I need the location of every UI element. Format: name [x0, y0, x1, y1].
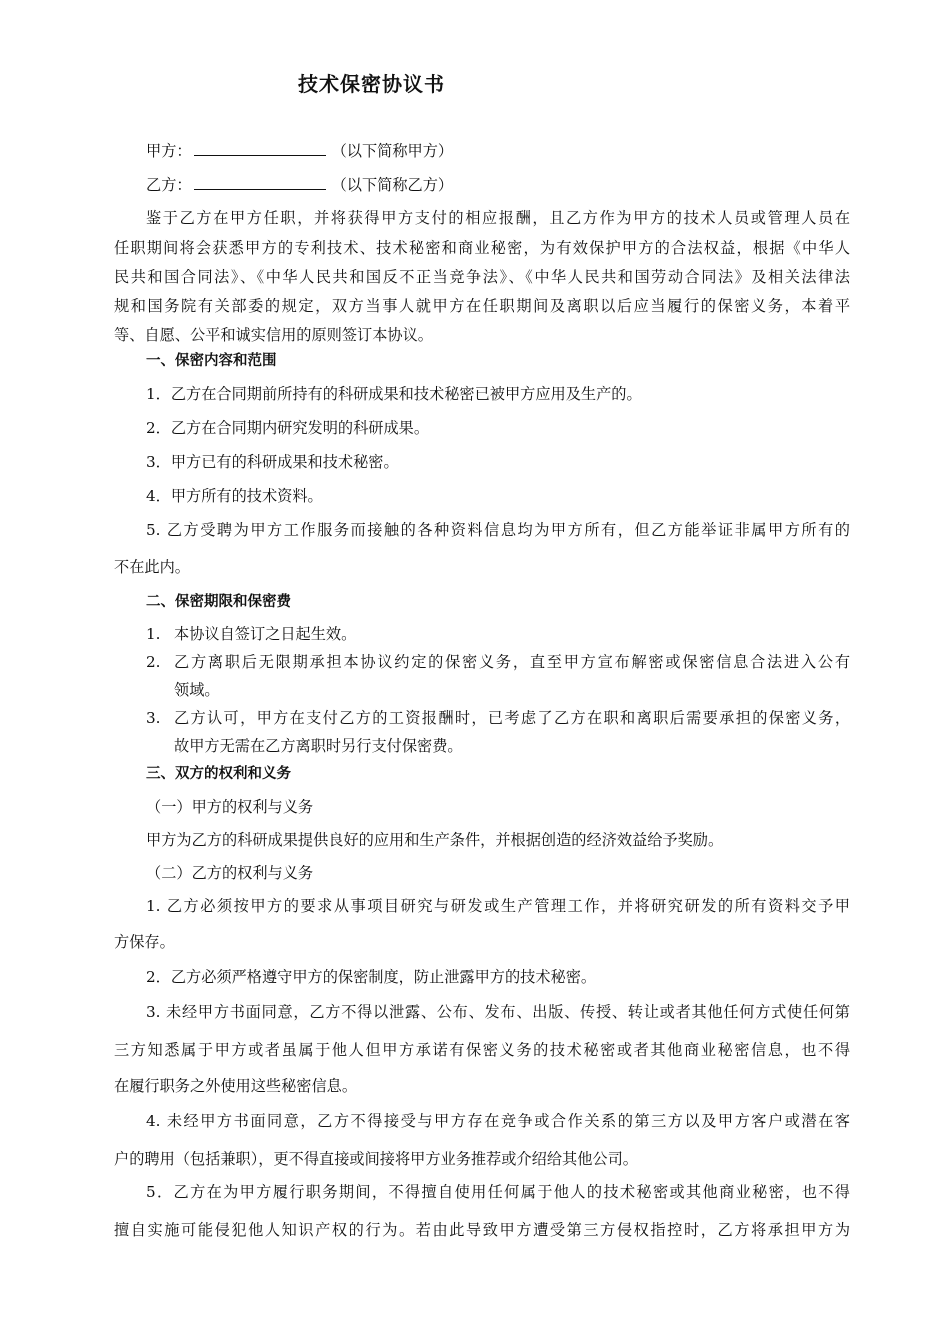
party-a-line — [146, 141, 850, 161]
s3-b-item-2: 2．乙方必须严格遵守甲方的保密制度，防止泄露甲方的技术秘密。 — [146, 968, 597, 986]
s1-item-5-cont: 不在此内。 — [114, 558, 190, 576]
party-b-blank[interactable] — [194, 175, 326, 190]
section-2-heading: 二、保密期限和保密费 — [146, 594, 291, 610]
s2-item-2 — [146, 652, 850, 672]
s2-item-text: 乙方认可，甲方在支付乙方的工资报酬时，已考虑了乙方在职和离职后需要承担的保密义务， — [174, 709, 850, 727]
party-b-note: （以下简称乙方） — [331, 176, 454, 194]
s2-item-num: 2. — [146, 653, 161, 671]
s3-b-item-4-cont: 户的聘用（包括兼职），更不得直接或间接将甲方业务推荐或介绍给其他公司。 — [114, 1150, 638, 1168]
s2-item-text: 乙方离职后无限期承担本协议约定的保密义务，直至甲方宣布解密或保密信息合法进入公有 — [174, 653, 850, 671]
s3-b-item-5: 5．乙方在为甲方履行职务期间，不得擅自使用任何属于他人的技术秘密或其他商业秘密，也不得 — [146, 1183, 850, 1201]
party-a-label: 甲方： — [146, 142, 192, 160]
section-3-heading: 三、双方的权利和义务 — [146, 766, 291, 782]
document-title: 技术保密协议书 — [298, 72, 445, 96]
s2-item-text: 本协议自签订之日起生效。 — [174, 625, 357, 643]
party-a-note: （以下简称甲方） — [331, 142, 454, 160]
s2-item-num: 3. — [146, 709, 161, 727]
s3-sub-heading-b: （二）乙方的权利与义务 — [146, 864, 314, 882]
s3-b-item-5-cont: 擅自实施可能侵犯他人知识产权的行为。若由此导致甲方遭受第三方侵权指控时，乙方将承担甲方为 — [114, 1221, 850, 1239]
s3-sub-a-text: 甲方为乙方的科研成果提供良好的应用和生产条件，并根据创造的经济效益给予奖励。 — [146, 831, 724, 849]
s3-b-item-1: 1. 乙方必须按甲方的要求从事项目研究与研发或生产管理工作，并将研究研发的所有资料交予甲 — [146, 897, 850, 915]
s2-item-num: 1. — [146, 625, 161, 643]
s1-item: 2．乙方在合同期内研究发明的科研成果。 — [146, 419, 430, 437]
s1-item: 1．乙方在合同期前所持有的科研成果和技术秘密已被甲方应用及生产的。 — [146, 385, 642, 403]
s3-b-item-3-cont: 三方知悉属于甲方或者虽属于他人但甲方承诺有保密义务的技术秘密或者其他商业秘密信息，也不得 — [114, 1041, 850, 1059]
s3-b-item-4: 4. 未经甲方书面同意，乙方不得接受与甲方存在竞争或合作关系的第三方以及甲方客户或潜在客 — [146, 1112, 850, 1130]
s1-item: 4．甲方所有的技术资料。 — [146, 487, 323, 505]
s1-item: 3．甲方已有的科研成果和技术秘密。 — [146, 453, 399, 471]
s1-item-5: 5. 乙方受聘为甲方工作服务而接触的各种资料信息均为甲方所有，但乙方能举证非属甲方所有的 — [146, 521, 850, 539]
s2-item-1 — [146, 624, 850, 644]
party-b-label: 乙方： — [146, 176, 192, 194]
section-1-heading: 一、保密内容和范围 — [146, 353, 277, 369]
party-b-line — [146, 175, 850, 195]
s2-item-text-cont: 领域。 — [174, 681, 220, 699]
preamble-line: 民共和国合同法》、《中华人民共和国反不正当竞争法》、《中华人民共和国劳动合同法》及相关法律法 — [114, 268, 850, 286]
preamble-line: 任职期间将会获悉甲方的专利技术、技术秘密和商业秘密，为有效保护甲方的合法权益，根据《中华人 — [114, 239, 850, 257]
s2-item-3 — [146, 708, 850, 728]
party-a-blank[interactable] — [194, 141, 326, 156]
s3-b-item-3-cont: 在履行职务之外使用这些秘密信息。 — [114, 1077, 357, 1095]
s3-sub-heading-a: （一）甲方的权利与义务 — [146, 798, 314, 816]
preamble-line: 规和国务院有关部委的规定，双方当事人就甲方在任职期间及离职以后应当履行的保密义务，本着平 — [114, 297, 850, 315]
s2-item-text-cont: 故甲方无需在乙方离职时另行支付保密费。 — [174, 737, 463, 755]
preamble-line: 等、自愿、公平和诚实信用的原则签订本协议。 — [114, 326, 433, 344]
s3-b-item-1-cont: 方保存。 — [114, 933, 175, 951]
preamble-line: 鉴于乙方在甲方任职，并将获得甲方支付的相应报酬，且乙方作为甲方的技术人员或管理人员在 — [146, 209, 850, 227]
s3-b-item-3: 3. 未经甲方书面同意，乙方不得以泄露、公布、发布、出版、传授、转让或者其他任何方式使任何第 — [146, 1003, 850, 1021]
